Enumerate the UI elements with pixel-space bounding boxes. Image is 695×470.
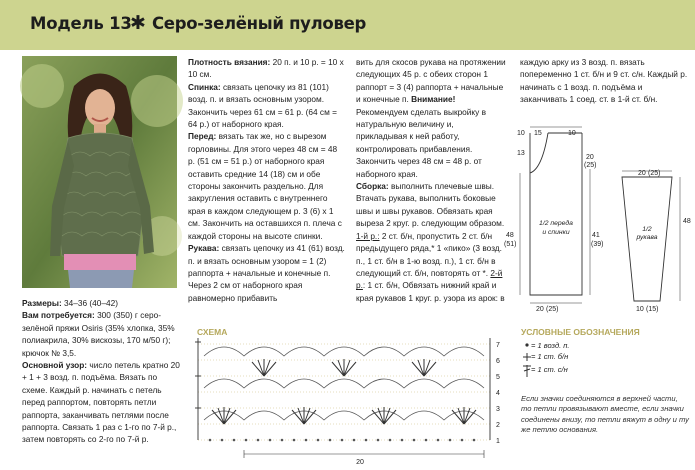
front-right-b: (39) bbox=[591, 241, 604, 248]
density-value: 20 п. и 10 р. = 10 х 10 см. bbox=[188, 57, 344, 80]
sleeves-value: связать цепочку из 41 (61) возд. п. и вязать основным узором = 1 (2) раппорта + начальные и конечные п. Через 2 см от наборного края равномерно прибавить bbox=[188, 243, 345, 303]
legend-double-crochet: = 1 ст. с/н bbox=[531, 365, 568, 374]
instructions-column-1 bbox=[188, 56, 346, 304]
row-number-7: 7 bbox=[496, 342, 500, 349]
legend-title: УСЛОВНЫЕ ОБОЗНАЧЕНИЯ bbox=[521, 327, 640, 337]
edge-finishing-text: каждую арку из 3 возд. п. вязать попеременно 1 ст. б/н и 9 ст. с/н. Каждый р. начинать с 1 возд. п. подъёма и заканчивать 1 соед. ст. в 1-й ст. б/н. bbox=[520, 57, 688, 105]
basic-pattern-value: число петель кратно 20 + 1 + 3 возд. п. подъёма. Вязать по схеме. Каждый р. начинать с петель перед раппортом, повторять петли раппорта, заканчивать петлями после раппорта. Связать 1 раз с 1-го по 7-й р., затем повторять со 2-го по 7-й р. bbox=[22, 360, 180, 445]
row-number-3: 3 bbox=[496, 406, 500, 413]
row1-label: 1-й р.: bbox=[356, 230, 380, 241]
assembly-label: Сборка: bbox=[356, 181, 389, 192]
back-label: Спинка: bbox=[188, 81, 221, 92]
legend-single-crochet: = 1 ст. б/н bbox=[531, 352, 569, 361]
double-crochet-icon bbox=[523, 365, 531, 377]
row-number-5: 5 bbox=[496, 374, 500, 381]
front-right-a: 41 bbox=[592, 232, 600, 239]
instructions-column-3 bbox=[520, 56, 690, 106]
legend-chain: = 1 возд. п. bbox=[531, 341, 570, 350]
front-bottom-b: (25) bbox=[546, 306, 559, 313]
row1-text: 2 ст. б/н, пропустить 2 ст. б/н предыдущего ряда,* 1 «пико» (3 возд. п., 1 ст. б/н в 1-ю возд. п.), 1 ст. б/н в следующий ст. б/н, повторять от *. bbox=[356, 230, 502, 278]
left-column bbox=[22, 297, 180, 446]
front-label: Перед: bbox=[188, 131, 217, 142]
sleeve-top-a: 20 bbox=[638, 170, 646, 177]
front-top-left: 10 bbox=[517, 130, 525, 137]
assembly-value: выполнить плечевые швы. Втачать рукава, выполнить боковые швы и швы рукавов. Обвязать края выреза 2 круг. р. следующим образом. bbox=[356, 181, 505, 229]
sewing-pattern bbox=[504, 125, 695, 320]
front-label-b: и спинки bbox=[542, 229, 570, 236]
front-top-right: 10 bbox=[568, 130, 576, 137]
model-photo bbox=[22, 56, 177, 288]
front-back-piece bbox=[530, 133, 582, 295]
row-number-2: 2 bbox=[496, 422, 500, 429]
legend-note: Если значки соединяются в верхней части, то петли провязывают вместе, если значки соединены внизу, то петли вяжут в одну и ту же петлю основания. bbox=[521, 394, 689, 435]
page-title: Серо-зелёный пуловер bbox=[152, 14, 366, 33]
front-right-top-a: 20 bbox=[586, 154, 594, 161]
needs-label: Вам потребуется: bbox=[22, 310, 95, 321]
row-number-6: 6 bbox=[496, 358, 500, 365]
attention-text: Рекомендуем сделать выкройку в натуральную величину и, прикладывая к ней работу, контролировать прибавления. Закончить через 48 см = 48 р. от наборного края. bbox=[356, 106, 487, 179]
row2-text: : 1 ст. б/н, Обвязать нижний край и края рукавов 1 круг. р. узора из арок: в bbox=[356, 280, 505, 303]
instructions-column-2 bbox=[356, 56, 506, 304]
front-left-top: 13 bbox=[517, 150, 525, 157]
sleeves-label: Рукава: bbox=[188, 243, 220, 254]
sizes-label: Размеры: bbox=[22, 298, 62, 308]
crochet-chart bbox=[190, 336, 508, 466]
rapport-label: 20 bbox=[356, 459, 364, 466]
row2-label: 2-й р. bbox=[356, 267, 503, 291]
attention-label: Внимание! bbox=[411, 94, 456, 105]
chain-stitch-icon bbox=[525, 343, 528, 346]
single-crochet-icon bbox=[523, 353, 531, 361]
chart-row-numbers bbox=[496, 342, 500, 445]
row-number-1: 1 bbox=[496, 438, 500, 445]
sleeve-continuation: вить для скосов рукава на протяжении следующих 45 р. с обеих сторон 1 раппорт = 3 (4) раппорта + начальные и конечные п. bbox=[356, 57, 506, 105]
row-number-4: 4 bbox=[496, 390, 500, 397]
sleeve-label-a: 1/2 bbox=[642, 226, 652, 233]
sleeve-height: 48 bbox=[683, 218, 691, 225]
basic-pattern-label: Основной узор: bbox=[22, 360, 88, 371]
front-top-mid: 15 bbox=[534, 130, 542, 137]
density-label: Плотность вязания: bbox=[188, 57, 271, 67]
schema-title: СХЕМА bbox=[197, 327, 228, 337]
needs-value: 300 (350) г серо-зелёной пряжи Osiris (35% хлопка, 35% полиакрила, 30% вискозы, 170 м/50 г); крючок № 3,5. bbox=[22, 310, 175, 358]
rapport-bracket bbox=[244, 450, 484, 458]
front-bottom-a: 20 bbox=[536, 306, 544, 313]
sleeve-bottom-a: 10 bbox=[636, 306, 644, 313]
front-value: вязать так же, но с вырезом горловины. Для этого через 48 см = 48 р. (51 см = 51 р.) от наборного края оставить средние 14 (18) см и обе стороны закончить раздельно. Для закругления оставить с внутреннего края в каждом следующем р. 3 (6) х 1 см. Закончить на оставшихся п. плеча с каждой стороны на высоте спинки. bbox=[188, 131, 342, 241]
sleeve-top-b: (25) bbox=[648, 170, 661, 177]
chart-grid bbox=[198, 344, 490, 440]
star-icon: ✱ bbox=[130, 13, 146, 34]
chart-arches bbox=[204, 347, 484, 420]
chart-edge-stitches bbox=[195, 338, 490, 440]
back-value: связать цепочку из 81 (101) возд. п. и вязать основным узором. Закончить через 61 см = 61 р. (64 см = 64 р.) от наборного края. bbox=[188, 81, 337, 130]
sleeve-bottom-b: (15) bbox=[646, 306, 659, 313]
sizes-value: 34–36 (40–42) bbox=[61, 298, 119, 308]
model-number: Модель 13 bbox=[30, 14, 132, 33]
front-left-b: (51) bbox=[504, 241, 517, 248]
front-left-a: 48 bbox=[506, 232, 514, 239]
front-label-a: 1/2 переда bbox=[539, 220, 573, 227]
front-right-top-b: (25) bbox=[584, 162, 597, 169]
sleeve-label-b: рукава bbox=[636, 234, 658, 241]
